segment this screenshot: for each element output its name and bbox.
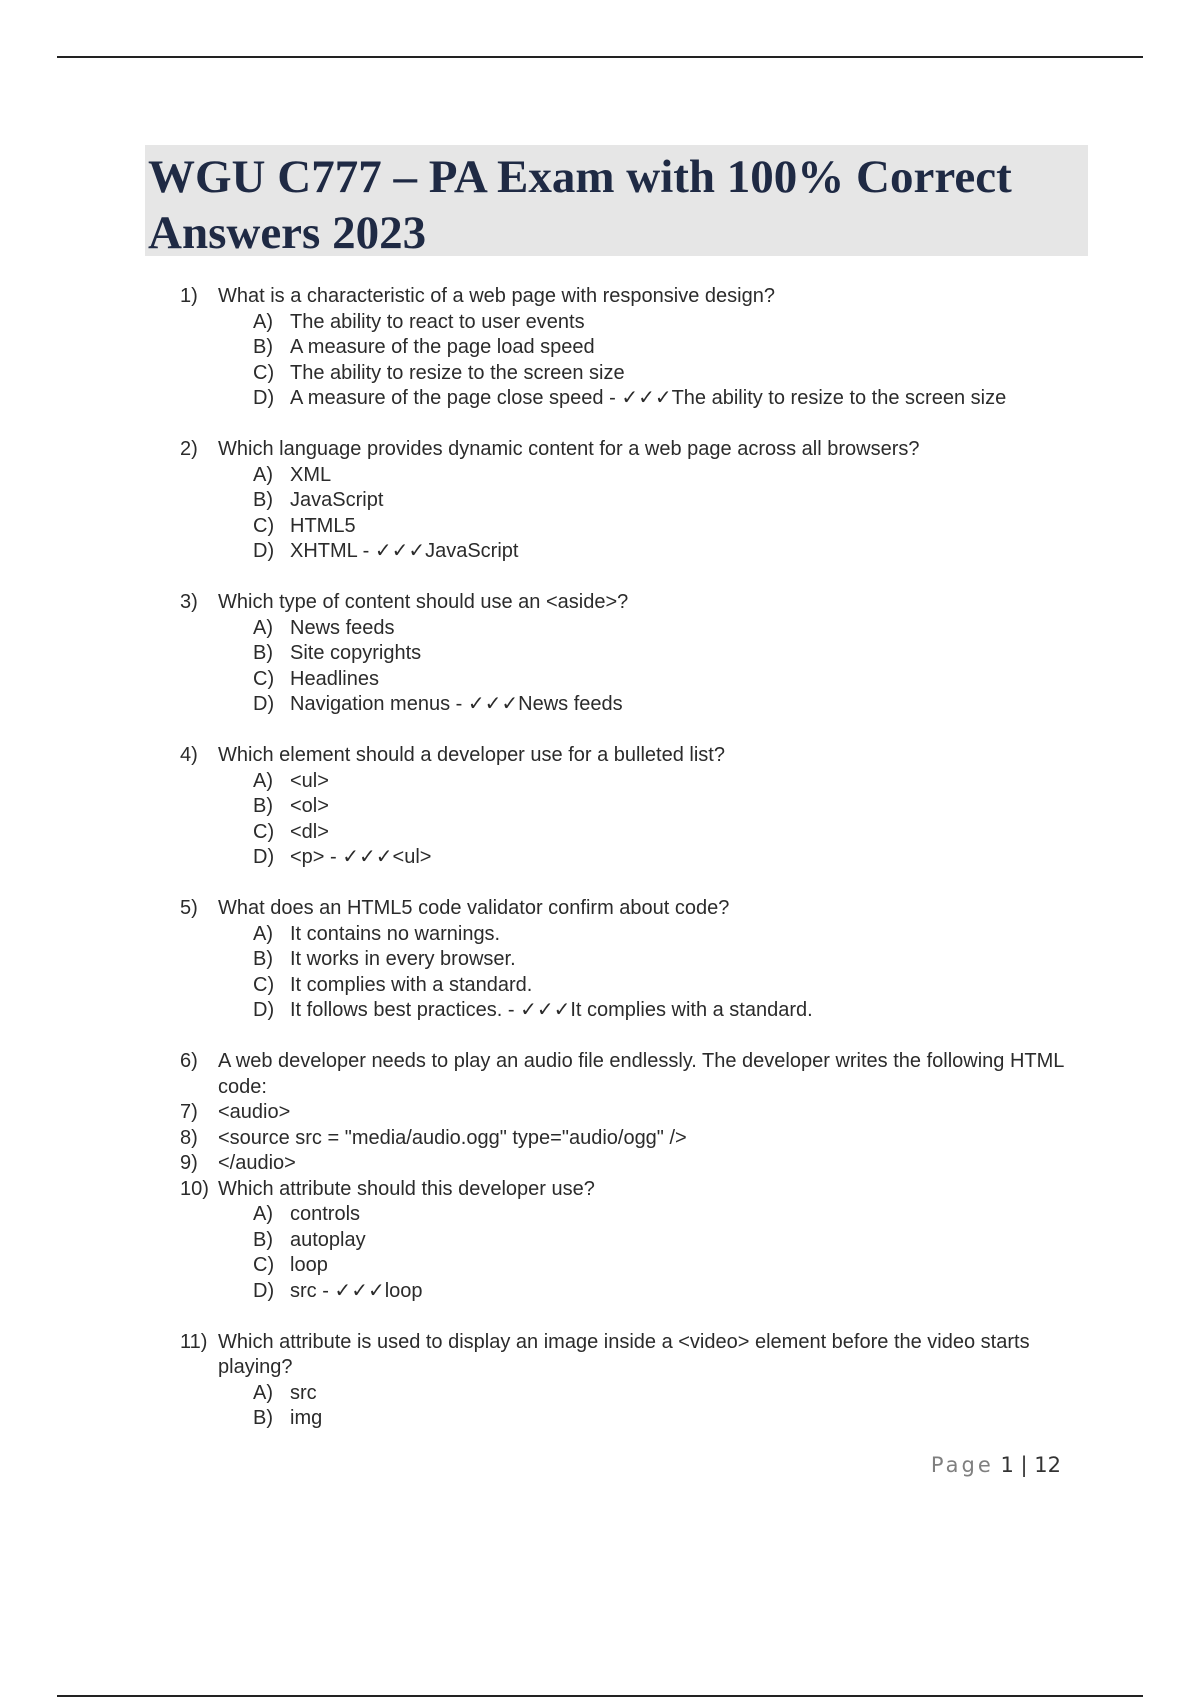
question-number: 8) [180, 1126, 198, 1149]
question-text: <source src = "media/audio.ogg" type="audio/ogg" /> [218, 1126, 687, 1149]
question-list [180, 284, 1100, 1457]
page-total: 12 [1034, 1453, 1061, 1477]
question-number: 1) [180, 285, 198, 307]
option-label: B) [253, 948, 273, 970]
option-text: The ability to react to user events [290, 310, 585, 333]
option-text: src [290, 1381, 317, 1404]
question-11 [180, 1330, 1100, 1432]
question-number: 2) [180, 438, 198, 460]
question-text: </audio> [218, 1152, 296, 1174]
option-label: C) [253, 667, 275, 690]
option-label: C) [253, 820, 275, 843]
question-7 [180, 1100, 1100, 1126]
option-a [180, 310, 1100, 336]
option-b [180, 335, 1100, 361]
question-text: What does an HTML5 code validator confirm about code? [218, 897, 730, 919]
option-text: It contains no warnings. [290, 922, 501, 945]
question-text: <audio> [218, 1101, 291, 1123]
option-text: JavaScript [290, 489, 384, 511]
option-b [180, 794, 1100, 820]
option-text: Navigation menus - ✓✓✓News feeds [290, 693, 623, 715]
option-text: Headlines [290, 667, 379, 690]
option-label: A) [253, 1381, 273, 1404]
option-text: img [290, 1407, 323, 1429]
option-d [180, 386, 1100, 412]
option-text: HTML5 [290, 514, 356, 537]
option-c [180, 820, 1100, 846]
option-c [180, 1253, 1100, 1279]
option-label: B) [253, 336, 273, 358]
option-text: It complies with a standard. [290, 973, 533, 996]
question-number: 9) [180, 1152, 198, 1174]
option-label: D) [253, 387, 275, 409]
page-word: Page [930, 1453, 994, 1477]
option-label: A) [253, 769, 273, 792]
option-text: A measure of the page close speed - ✓✓✓The ability to resize to the screen size [290, 387, 1007, 409]
question-2 [180, 437, 1100, 565]
option-text: The ability to resize to the screen size [290, 361, 625, 384]
question-3 [180, 590, 1100, 718]
option-label: C) [253, 361, 275, 384]
page-separator: | [1020, 1453, 1028, 1477]
option-label: B) [253, 795, 273, 817]
question-number: 11) [180, 1330, 208, 1353]
title-banner [145, 145, 1088, 259]
option-d [180, 845, 1100, 871]
option-label: A) [253, 310, 273, 333]
option-text: controls [290, 1203, 361, 1225]
question-5 [180, 896, 1100, 1024]
option-label: D) [253, 999, 275, 1021]
option-d [180, 539, 1100, 565]
option-label: B) [253, 489, 273, 511]
option-text: A measure of the page load speed [290, 336, 595, 358]
question-text: Which attribute is used to display an image inside a <video> element before the video starts playing? [218, 1330, 1030, 1378]
question-text: Which element should a developer use for a bulleted list? [218, 744, 725, 766]
option-c [180, 361, 1100, 387]
document-title: WGU C777 – PA Exam with 100% Correct Answers 2023 [148, 151, 1012, 259]
option-label: C) [253, 514, 275, 537]
question-number: 3) [180, 591, 198, 613]
option-b [180, 947, 1100, 973]
option-text: src - ✓✓✓loop [290, 1279, 423, 1302]
question-number: 5) [180, 897, 198, 919]
option-text: <ul> [290, 769, 329, 792]
option-c [180, 514, 1100, 540]
question-number: 4) [180, 744, 198, 766]
question-1 [180, 284, 1100, 412]
option-text: autoplay [290, 1228, 366, 1251]
option-label: D) [253, 540, 275, 562]
option-c [180, 973, 1100, 999]
option-a [180, 1202, 1100, 1228]
question-text: A web developer needs to play an audio file endlessly. The developer writes the following HTML code: [218, 1050, 1064, 1098]
option-text: loop [290, 1254, 328, 1276]
question-9 [180, 1151, 1100, 1177]
option-c [180, 667, 1100, 693]
option-a [180, 463, 1100, 489]
question-text: What is a characteristic of a web page with responsive design? [218, 285, 775, 307]
option-text: It works in every browser. [290, 948, 516, 970]
option-label: D) [253, 846, 275, 868]
option-label: A) [253, 922, 273, 945]
question-text: Which type of content should use an <aside>? [218, 591, 629, 613]
option-label: B) [253, 1407, 273, 1429]
option-b [180, 488, 1100, 514]
option-label: B) [253, 642, 273, 664]
question-6-block [180, 1049, 1100, 1304]
option-label: A) [253, 616, 273, 639]
option-text: It follows best practices. - ✓✓✓It complies with a standard. [290, 999, 813, 1021]
option-text: <dl> [290, 820, 329, 843]
top-rule [57, 56, 1143, 58]
option-text: <ol> [290, 795, 329, 817]
option-label: D) [253, 693, 275, 715]
option-a [180, 1381, 1100, 1407]
option-label: A) [253, 1203, 273, 1225]
question-number: 6) [180, 1050, 198, 1072]
option-label: B) [253, 1228, 273, 1251]
option-d [180, 692, 1100, 718]
option-text: XHTML - ✓✓✓JavaScript [290, 540, 519, 562]
question-number: 7) [180, 1101, 198, 1123]
option-label: D) [253, 1279, 275, 1302]
option-d [180, 998, 1100, 1024]
option-b [180, 1228, 1100, 1254]
option-label: C) [253, 973, 275, 996]
option-text: XML [290, 463, 332, 486]
question-4 [180, 743, 1100, 871]
option-text: <p> - ✓✓✓<ul> [290, 846, 432, 868]
bottom-rule [57, 1695, 1143, 1697]
option-b [180, 641, 1100, 667]
option-text: News feeds [290, 616, 395, 639]
option-a [180, 769, 1100, 795]
question-text: Which language provides dynamic content for a web page across all browsers? [218, 438, 920, 460]
question-6 [180, 1049, 1100, 1100]
option-label: C) [253, 1254, 275, 1276]
option-a [180, 922, 1100, 948]
option-text: Site copyrights [290, 642, 422, 664]
question-number: 10) [180, 1177, 209, 1200]
page-footer [931, 1453, 1061, 1477]
option-d [180, 1279, 1100, 1305]
page-number: 1 [1000, 1453, 1014, 1477]
option-b [180, 1406, 1100, 1432]
option-label: A) [253, 463, 273, 486]
option-a [180, 616, 1100, 642]
question-10 [180, 1177, 1100, 1203]
question-text: Which attribute should this developer use? [218, 1177, 595, 1200]
question-8 [180, 1126, 1100, 1152]
